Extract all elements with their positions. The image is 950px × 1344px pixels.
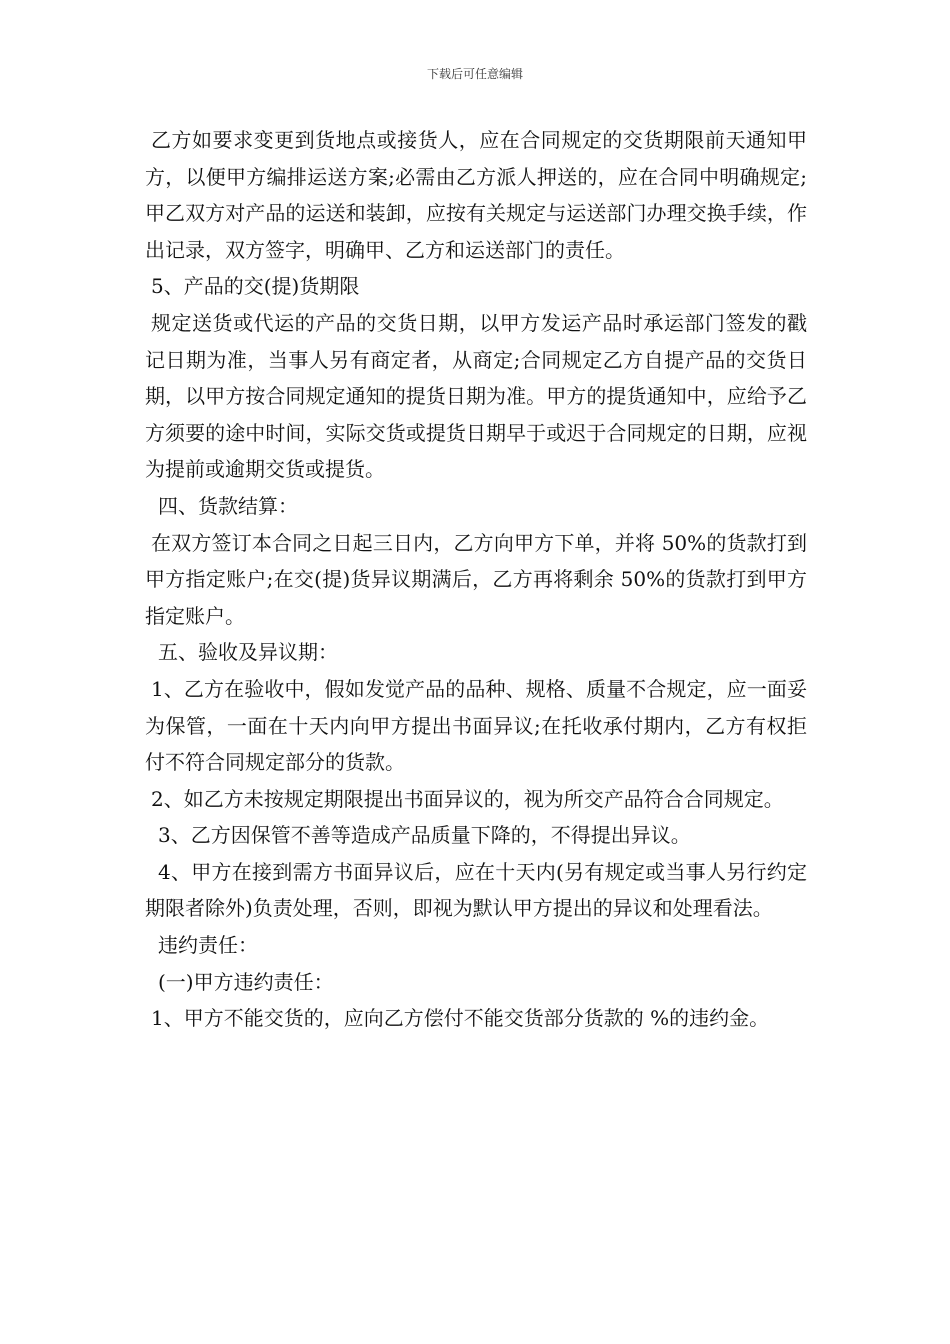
paragraph-inspection-4: 4、甲方在接到需方书面异议后，应在十天内(另有规定或当事人另行约定期限者除外)负责处理，否则，即视为默认甲方提出的异议和处理看法。 xyxy=(145,859,807,921)
section-heading-liability: 违约责任： xyxy=(158,933,258,958)
paragraph-inspection-2: 2、如乙方未按规定期限提出书面异议的，视为所交产品符合合同规定。 xyxy=(151,786,784,811)
paragraph-inspection-3: 3、乙方因保管不善等造成产品质量下降的，不得提出异议。 xyxy=(158,823,691,848)
section-heading-delivery-period: 5、产品的交(提)货期限 xyxy=(151,274,360,299)
paragraph-party-a-liability-1: 1、甲方不能交货的，应向乙方偿付不能交货部分货款的 %的违约金。 xyxy=(151,1006,770,1031)
document-body xyxy=(145,122,807,1037)
section-heading-party-a-liability: (一)甲方违约责任： xyxy=(158,969,334,994)
paragraph-delivery-date: 规定送货或代运的产品的交货日期，以甲方发运产品时承运部门签发的戳记日期为准，当事人另有商定者，从商定;合同规定乙方自提产品的交货日期，以甲方按合同规定通知的提货日期为准。甲方的提货通知中，应给予乙方须要的途中时间，实际交货或提货日期早于或迟于合同规定的日期，应视为提前或逾期交货或提货。 xyxy=(145,310,807,482)
section-heading-payment: 四、货款结算： xyxy=(158,493,298,518)
page-header: 下载后可任意编辑 xyxy=(426,67,523,81)
section-heading-inspection: 五、验收及异议期： xyxy=(158,640,338,665)
paragraph-delivery-change: 乙方如要求变更到货地点或接货人，应在合同规定的交货期限前天通知甲方，以便甲方编排运送方案;必需由乙方派人押送的，应在合同中明确规定;甲乙双方对产品的运送和装卸，应按有关规定与运送部门办理交换手续，作出记录，双方签字，明确甲、乙方和运送部门的责任。 xyxy=(145,128,807,262)
paragraph-payment: 在双方签订本合同之日起三日内，乙方向甲方下单，并将 50%的货款打到甲方指定账户;在交(提)货异议期满后，乙方再将剩余 50%的货款打到甲方指定账户。 xyxy=(145,530,807,628)
paragraph-inspection-1: 1、乙方在验收中，假如发觉产品的品种、规格、质量不合规定，应一面妥为保管，一面在十天内向甲方提出书面异议;在托收承付期内，乙方有权拒付不符合同规定部分的货款。 xyxy=(145,676,807,775)
